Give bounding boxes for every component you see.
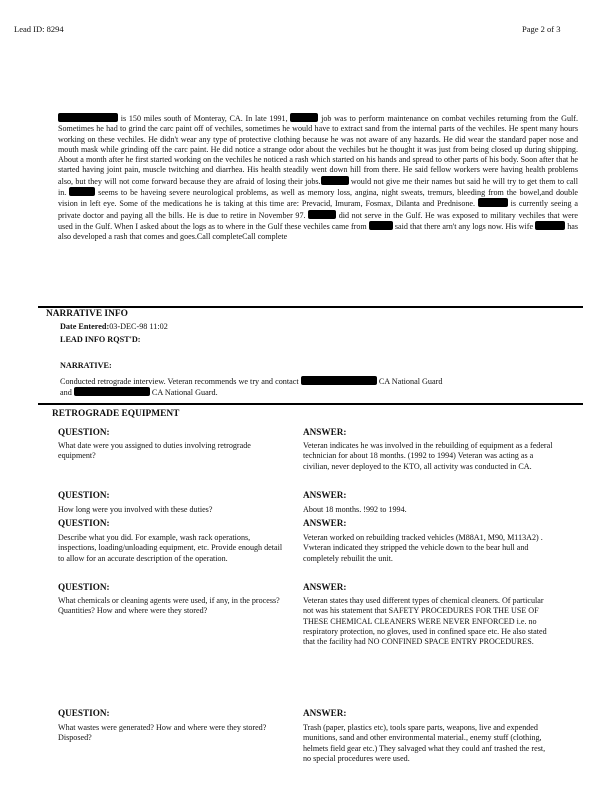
answer-text: Trash (paper, plastics etc), tools spare parts, weapons, live and expended munitions, sand and other environmental material., enemy stuff (clothing, helmets field gear etc.) They salvaged what they could anf trashed the rest, no special procedures were used.: [303, 723, 546, 763]
narrative-segment: is currently seeing a private doctor and paying all the bills. He is due to retire in November 97.: [58, 199, 578, 220]
date-entered-label: Date Entered:: [60, 322, 110, 331]
answer-text: Veteran worked on rebuilding tracked vehicles (M88A1, M90, M113A2) . Vwteran indicated they stripped the vehicle down to the bear hull and completely rebuilit the unit.: [303, 533, 543, 563]
narrative-text: CA National Guard.: [149, 388, 218, 397]
retrograde-title: RETROGRADE EQUIPMENT: [52, 409, 180, 419]
date-entered-value: 03-DEC-98 11:02: [109, 322, 168, 331]
answer-label: ANSWER:: [303, 427, 347, 437]
question-label: QUESTION:: [58, 427, 110, 437]
narrative-text: and: [60, 388, 74, 397]
question-label: QUESTION:: [58, 490, 110, 500]
narrative-line-1: [60, 376, 580, 387]
answer-label: ANSWER:: [303, 518, 347, 528]
narrative-paragraph: [58, 113, 578, 243]
section-divider: [38, 403, 583, 405]
answer-text: Veteran indicates he was involved in the rebuilding of equipment as a federal technician for about 18 months. (1992 to 1994) Veteran was acting as a civilian, never deployed to the KTO, all activity was conducted in CA.: [303, 441, 553, 471]
question-text: What wastes were generated? How and where were they stored? Disposed?: [58, 723, 267, 743]
question-text: Describe what you did. For example, wash rack operations, inspections, loading/unloading equipment, etc. Provide enough detail to allow for an accurate description of the operation.: [58, 533, 283, 563]
narrative-segment: job was to perform maintenance on combat vechiles returning from the Gulf. Sometimes he had to grind the carc paint off of vechiles, sometimes he would have to extract sand from the internal parts of the vechiles. He spent many hours working on these vechiles. He didn't wear any type of protective clothing because he was not aware of any hazards. He did wear the standard paper nose and mouth mask while grinding off the carc paint. He did notice a strange odor about the vechiles but he thought it was just from being closed up during shipping. About a month after he first started working on the vechiles he noticed a rash which started on his hands and spread to other parts of his body. Soon after that he started having joint pain, muscle twitching and diarrhea. His health steadily went down hill from there. He said fellow workers were having health problems also, but they will not come forward because they are afraid of losing their jobs.: [58, 114, 578, 186]
answer-text: Veteran states thay used different types of chemical cleaners. Of particular not was his statement that SAFETY PROCEDURES FOR THE USE OF THESE CHEMICAL CLEANERS WERE NEVER ENFORCED i.e. no respiratory protection, no gloves, used in confined space etc. He also stated that the facility had NO CONFINED SPACE ENTRY PROCEDURES.: [303, 596, 547, 647]
lead-info-label: LEAD INFO RQST'D:: [60, 335, 141, 344]
narrative-info-title: NARRATIVE INFO: [46, 309, 128, 319]
question-text: What date were you assigned to duties involving retrograde equipment?: [58, 441, 251, 461]
question-label: QUESTION:: [58, 708, 110, 718]
redaction-block: [369, 221, 393, 230]
redaction-block: [308, 210, 336, 219]
answer-text: About 18 months. !992 to 1994.: [303, 505, 407, 514]
narrative-segment: did not serve in the Gulf. He was exposed to military vechiles that were used in the Gulf. When I asked about the logs as to where in the Gulf these vechiles came from: [58, 210, 579, 231]
redaction-block: [478, 198, 508, 207]
narrative-text: CA National Guard: [376, 377, 443, 386]
redaction-block: [74, 387, 150, 396]
question-label: QUESTION:: [58, 582, 110, 592]
answer-label: ANSWER:: [303, 582, 347, 592]
narrative-segment: would not give me their names but said he will try to get them to call in.: [58, 176, 579, 198]
section-divider: [38, 306, 583, 308]
narrative-text: Conducted retrograde interview. Veteran recommends we try and contact: [60, 377, 301, 386]
redaction-block: [290, 113, 318, 122]
narrative-line-2: [60, 387, 580, 398]
question-label: QUESTION:: [58, 518, 110, 528]
question-text: How long were you involved with these duties?: [58, 505, 213, 514]
answer-label: ANSWER:: [303, 708, 347, 718]
narrative-label: NARRATIVE:: [60, 361, 112, 370]
redaction-block: [321, 176, 349, 185]
narrative-segment: said that there arn't any logs now. His wife: [392, 221, 536, 231]
redaction-block: [535, 221, 565, 230]
answer-label: ANSWER:: [303, 490, 347, 500]
narrative-segment: is 150 miles south of Monteray, CA. In late 1991,: [118, 114, 291, 123]
date-entered: [60, 322, 168, 332]
page-number: Page 2 of 3: [522, 24, 561, 34]
lead-id: Lead ID: 8294: [14, 24, 64, 34]
narrative-segment: has also developed a rash that comes and goes.Call completeCall complete: [58, 221, 579, 242]
redaction-block: [301, 376, 377, 385]
question-text: What chemicals or cleaning agents were used, if any, in the process? Quantities? How and where were they stored?: [58, 596, 280, 616]
narrative-segment: seems to be haveing severe neurological problems, as well as memory loss, angina, night sweats, tremurs, bleeding from the bowel,and double vision in left eye. Some of the medications he is taking at this time are: Prevacid, Imuram, Fosmax, Dilanta and Prednisone.: [58, 188, 578, 209]
redaction-block: [58, 113, 118, 122]
redaction-block: [69, 187, 95, 196]
